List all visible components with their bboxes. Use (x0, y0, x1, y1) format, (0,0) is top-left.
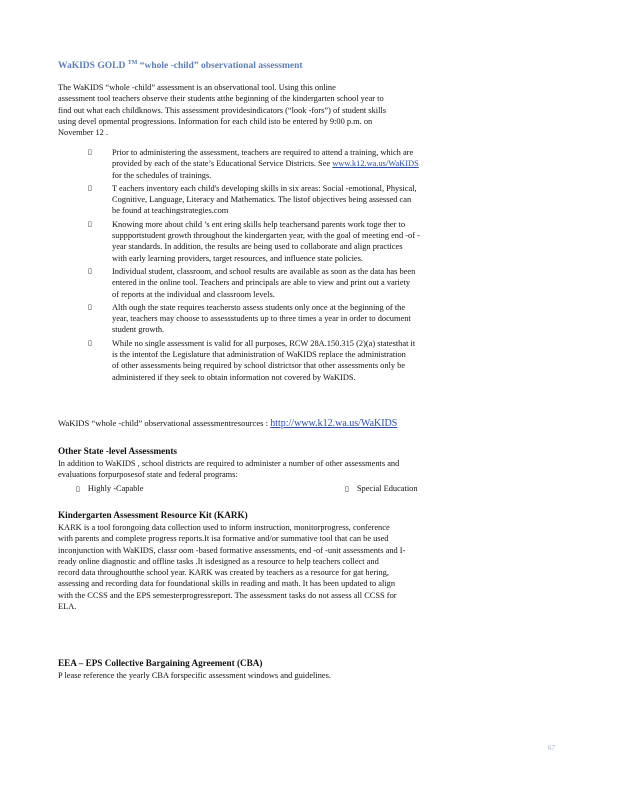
wakids-heading: WaKIDS GOLD ™ “whole -child” observational assessment (58, 60, 303, 72)
bullet-icon: ▯ (88, 183, 92, 192)
bullet-results: ▯ Individual student, classroom, and school results are available as soon as the data has been entered in the online tool. Teachers and principals are able to view and print out a variety of reports at the individual and classroom levels. (88, 266, 416, 299)
bullet-knowing: ▯ Knowing more about child ’s ent ering skills help teachersand parents work toge ther to suppportstudent growth throughout the kindergarten year, with the goal of meeting end -of - year standards. In addition, the results are being used to collaborate and align practices with early learning providers, target resources, and influence state policies. (88, 219, 420, 263)
bullet-icon: ▯ (88, 338, 92, 347)
bullet-frequency: ▯ Alth ough the state requires teachersto assess students only once at the beginning of the year, teachers may choose to assessstudents up to three times a year in order to document student growth. (88, 302, 411, 335)
page-number: 67 (548, 744, 555, 752)
intro-paragraph: The WaKIDS “whole -child” assessment is an observational tool. Using this online assessment tool teachers observe their students atthe beginning of the kindergarten school year to find out what each childknows. This assessment providesindicators (“look -fors”) of student skills using devel opmental progressions. Information for each child isto be entered by 9:00 p.m. on November 12 . (58, 83, 387, 138)
bullet-training: ▯ Prior to administering the assessment, teachers are required to attend a training, which are provided by each of the state’s Educational Service Districts. See www.k12.wa.us/WaKIDS for the schedules of trainings. (88, 148, 419, 180)
eea-title: EEA – EPS Collective Bargaining Agreement (CBA) (58, 658, 263, 668)
wakids-training-link[interactable]: www.k12.wa.us/WaKIDS (332, 159, 419, 169)
bullet-icon: ▯ (88, 266, 92, 275)
wakids-bullet-list (88, 147, 540, 385)
bullet-icon: ▯ (88, 148, 92, 156)
other-state-paragraph: In addition to WaKIDS , school districts are required to administer a number of other assessments and evaluations forpurposesof state and federal programs: (58, 459, 400, 480)
eea-paragraph: P lease reference the yearly CBA forspecific assessment windows and guidelines. (58, 671, 331, 680)
bullet-icon: ▯ (88, 219, 92, 228)
list-item-highly-capable: ▯ Highly -Capable (76, 484, 144, 493)
resources-line: WaKIDS “whole -child” observational assessmentresources : http://www.k12.wa.us/WaKIDS (58, 418, 398, 429)
other-state-title: Other State -level Assessments (58, 446, 177, 456)
kark-title: Kindergarten Assessment Resource Kit (KARK) (58, 510, 248, 520)
kark-paragraph: KARK is a tool forongoing data collection used to inform instruction, monitorprogress, conference with parents and complete progress reports.It isa formative and/or summative tool that can be used inconjunction with WaKIDS, classr oom -based formative assessments, end -of -unit assessments and I- ready online diagnostic and offline tasks .It isdesigned as a resource to help teachers collect and record data throughoutthe school year. KARK was created by teachers as a resource for gat hering, assessing and recording data for foundational skills in reading and math. It has been updated to align with the CCSS and the EPS semesterprogressreport. The assessment tasks do not assess all CCSS for ELA. (58, 523, 406, 612)
bullet-icon: ▯ (76, 485, 80, 493)
bullet-icon: ▯ (88, 302, 92, 311)
bullet-rcw: ▯ While no single assessment is valid for all purposes, RCW 28A.150.315 (2)(a) statesthat it is the intentof the Legislature that administration of WaKIDS replace the administration of other assessments being required by school districtsor that other assessments only be administered if they seek to obtain information not covered by WaKIDS. (88, 338, 416, 382)
bullet-icon: ▯ (345, 485, 349, 493)
wakids-resources-link[interactable]: http://www.k12.wa.us/WaKIDS (270, 418, 398, 429)
bullet-inventory: ▯ T eachers inventory each child's developing skills in six areas: Social -emotional, Physical, Cognitive, Language, Literacy and Mathematics. The listof objectives being assessed can be found at teachingstrategies.com (88, 183, 417, 216)
list-item-special-education: ▯ Special Education (345, 484, 418, 493)
